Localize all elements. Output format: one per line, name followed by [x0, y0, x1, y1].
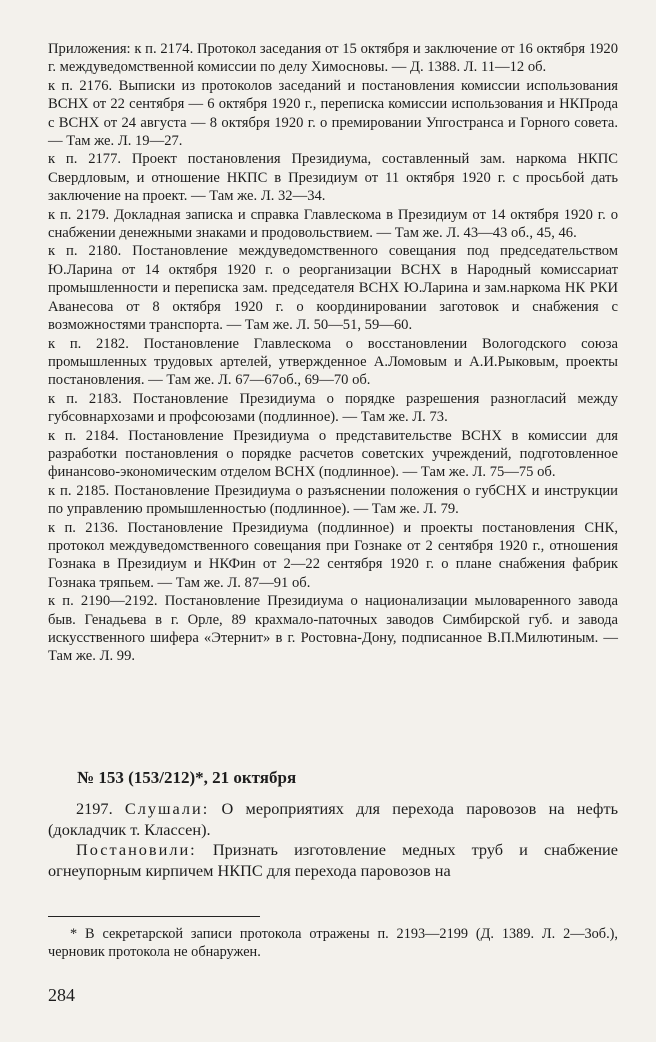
item-number: 2197. [76, 799, 113, 818]
resolved-label: Постановили: [76, 840, 197, 859]
appendix-entry: к п. 2190—2192. Постановление Президиума о национализации мыловаренного завода быв. Генадьева в г. Орле, 89 крахмало-паточных заводов Симбирской губ. и завода искусственного шифера «Этернит» в г. Ростовна-Дону, подписанное В.П.Милютиным. — Там же. Л. 99. [48, 593, 618, 665]
resolved-paragraph [48, 840, 618, 881]
appendix-entry: к п. 2185. Постановление Президиума о разъяснении положения о губСНХ и инструкции по управлению промышленностью (подлинное). — Там же. Л. 79. [48, 482, 618, 518]
heard-text: О мероприятиях для перехода паровозов на нефть (докладчик т. Классен). [48, 799, 619, 839]
appendix-list [48, 40, 618, 666]
protocol-body [48, 799, 618, 881]
appendix-entry: к п. 2177. Проект постановления Президиума, составленный зам. наркома НКПС Свердловым, и отношение НКПС в Президиум от 11 октября 1920 г. с просьбой дать заключение на проект. — Там же. Л. 32—34. [48, 151, 618, 205]
appendix-entry: к п. 2136. Постановление Президиума (подлинное) и проекты постановления СНК, протокол междуведомственного совещания при Гознаке от 2 сентября 1920 г., отношения Гознака в Президиум и НКФин от 2—22 сентября 1920 г. о плане снабжения фабрик Гознака тряпьем. — Там же. Л. 87—91 об. [48, 519, 618, 591]
appendix-entry: к п. 2182. Постановление Главлескома о восстановлении Вологодского союза промышленных трудовых артелей, утвержденное А.Ломовым и А.И.Рыковым, проекты постановления. — Там же. Л. 67—67об., 69—70 об. [48, 335, 618, 389]
heard-paragraph [48, 799, 618, 840]
resolved-text: Признать изготовление медных труб и снабжение огнеупорным кирпичем НКПС для перехода паровозов на [48, 840, 618, 880]
footnote: * В секретарской записи протокола отражены п. 2193—2199 (Д. 1389. Л. 2—3об.), черновик протокола не обнаружен. [48, 926, 618, 961]
page-number: 284 [48, 985, 75, 1005]
appendix-entry: к п. 2184. Постановление Президиума о представительстве ВСНХ в комиссии для разработки постановления о порядке расчетов советских учреждений, подготовленное финансово-экономическим отделом ВСНХ (подлинное). — Там же. Л. 75—75 об. [48, 427, 618, 481]
appendix-entry: к п. 2179. Докладная записка и справка Главлескома в Президиум от 14 октября 1920 г. о снабжении денежными знаками и продовольствием. — Там же. Л. 43—43 об., 45, 46. [48, 206, 618, 242]
appendix-entry: Приложения: к п. 2174. Протокол заседания от 15 октября и заключение от 16 октября 1920 г. междуведомственной комиссии по делу Химосновы. — Д. 1388. Л. 11—12 об. [48, 41, 618, 76]
protocol-heading: № 153 (153/212)*, 21 октября [77, 768, 297, 787]
appendix-entry: к п. 2176. Выписки из протоколов заседаний и постановления комиссии использования ВСНХ от 22 сентября — 6 октября 1920 г., переписка комиссии использования и НКПрода с ВСНХ от 24 августа — 8 октября 1920 г. о премировании Упгостранса и Горного совета. — Там же. Л. 19—27. [48, 77, 618, 150]
footnote-divider [48, 916, 260, 917]
appendix-entry: к п. 2180. Постановление междуведомственного совещания под председательством Ю.Ларина от 14 октября 1920 г. о реорганизации ВСНХ в Народный комиссариат промышленности и переписка зам. председателя ВСНХ Ю.Ларина и зам.наркома НК РКИ Аванесова от 8 октября 1920 г. о координировании заготовок и снабжения с возможностями транспорта. — Там же. Л. 50—51, 59—60. [48, 243, 618, 334]
appendix-entry: к п. 2183. Постановление Президиума о порядке разрешения разногласий между губсовнархозами и профсоюзами (подлинное). — Там же. Л. 73. [48, 390, 618, 426]
heard-label: Слушали: [124, 799, 210, 818]
